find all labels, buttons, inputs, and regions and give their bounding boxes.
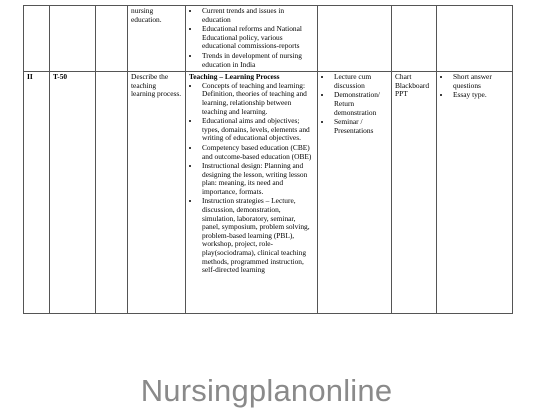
evaluation-cell (437, 72, 513, 314)
content-cell (186, 72, 318, 314)
list-item: • Concepts of teaching and learning: Definition, theories of teaching and learning, relationship between teaching and learning. (200, 82, 314, 116)
list-item: • Current trends and issues in education (200, 7, 314, 24)
aids-cell (392, 6, 437, 72)
blank-cell (96, 6, 128, 72)
table-row (24, 6, 513, 72)
objective-cell: nursing education. (128, 6, 186, 72)
list-item: • Seminar / Presentations (332, 118, 388, 135)
objective-cell: Describe the teaching learning process. (128, 72, 186, 314)
list-item: • Lecture cum discussion (332, 73, 388, 90)
list-item: • Demonstration/ Return demonstration (332, 91, 388, 117)
list-item: • Short answer questions (451, 73, 509, 90)
watermark-footer: Nursingplanonline (140, 373, 393, 408)
methods-cell (318, 6, 392, 72)
methods-cell (318, 72, 392, 314)
table-row (24, 72, 513, 314)
time-cell (50, 6, 96, 72)
list-item: • Instructional design: Planning and designing the lesson, writing lesson plan: meaning, its need and importance, formats. (200, 162, 314, 196)
content-cell (186, 6, 318, 72)
blank-cell (96, 72, 128, 314)
list-item: • Trends in development of nursing education in India (200, 52, 314, 69)
list-item: • Competency based education (CBE) and outcome-based education (OBE) (200, 144, 314, 161)
unit-cell (24, 6, 50, 72)
list-item: • Educational aims and objectives; types, domains, levels, elements and writing of educational objectives. (200, 117, 314, 143)
content-title: Teaching – Learning Process (189, 72, 280, 82)
list-item: • Essay type. (451, 91, 509, 100)
syllabus-table (23, 5, 513, 314)
list-item: • Instruction strategies – Lecture, discussion, demonstration, simulation, laboratory, seminar, panel, symposium, problem solving, problem-based learning (PBL), workshop, project, role-play(sociodrama), clinical teaching methods, programmed instruction, self-directed learning (200, 197, 314, 274)
aids-cell: Chart Blackboard PPT (392, 72, 437, 314)
unit-cell: II (24, 72, 50, 314)
list-item: • Educational reforms and National Educational policy, various educational commissions-reports (200, 25, 314, 51)
time-cell: T-50 (50, 72, 96, 314)
evaluation-cell (437, 6, 513, 72)
